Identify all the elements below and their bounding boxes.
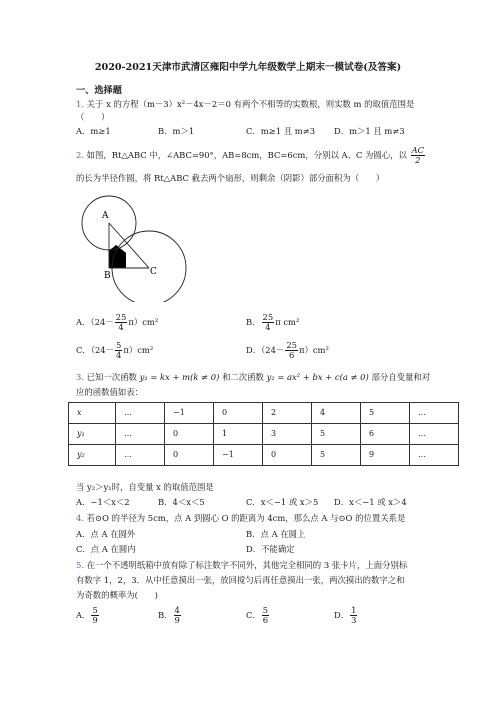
label-b: B (104, 271, 111, 281)
fraction-numerator: AC (411, 145, 425, 155)
table-cell: 4 (312, 403, 361, 424)
question-5-line-2: 有数字 1，2，3．从中任意摸出一张，放回搅匀后再任意摸出一张，两次摸出的数字之和 (76, 575, 405, 585)
option-pre: （24－ (261, 344, 285, 355)
option-pre: （24－ (90, 344, 115, 355)
option-label: C． (76, 344, 91, 355)
q4-option-a: A．点 A 在圆外 (76, 529, 136, 539)
option-label: A． (76, 316, 91, 327)
question-4-text (76, 513, 405, 523)
option-fraction (115, 341, 122, 360)
table-cell: … (116, 445, 165, 466)
label-c: C (150, 267, 157, 277)
option-label: D． (334, 609, 350, 620)
table-cell: 3 (263, 424, 312, 445)
table-cell: … (116, 424, 165, 445)
question-1-text (76, 99, 414, 109)
fraction-numerator: 25 (262, 312, 274, 322)
fraction-numerator: 5 (262, 605, 269, 615)
table-cell: −1 (214, 445, 263, 466)
table-cell: 9 (361, 445, 410, 466)
table-cell: 0 (165, 424, 214, 445)
q4-option-b: B．点 A 在圆上 (246, 529, 306, 539)
fraction-numerator: 5 (92, 605, 98, 615)
question-4-number: 4. (76, 513, 84, 523)
q4-option-c: C．点 A 在圆内 (76, 544, 136, 554)
question-2-text (76, 146, 426, 165)
option-label: C． (246, 609, 261, 620)
question-1-paren: （ ） (76, 112, 110, 122)
sector-figure (72, 190, 212, 302)
q3-option-c: C．x＜−1 或 x＞5 (246, 497, 319, 507)
table-cell: −1 (165, 403, 214, 424)
table-cell: … (410, 424, 459, 445)
q1-option-b: B．m＞1 (158, 126, 195, 136)
question-3-number: 3. (76, 372, 84, 382)
question-3-stem-d: 应的函数值如表： (76, 387, 143, 397)
option-fraction (91, 606, 98, 625)
option-post: π）cm² (123, 344, 154, 355)
option-fraction (262, 606, 269, 625)
table-cell: y₂ (69, 445, 116, 466)
q2-option-c (76, 341, 153, 360)
ac-over-2-fraction (411, 146, 425, 165)
fraction-denominator: 4 (118, 321, 124, 332)
table-cell: 5 (361, 403, 410, 424)
question-2-number: 2. (76, 149, 84, 160)
question-3-text (76, 372, 430, 382)
q4-option-d: D．不能确定 (246, 544, 295, 554)
table-cell: 5 (312, 424, 361, 445)
question-5-line-1: 在一个不透明纸箱中放有除了标注数字不同外，其他完全相同的 3 张卡片，上面分别标 (86, 560, 408, 570)
table-row (69, 403, 459, 424)
fraction-numerator: 1 (351, 605, 357, 615)
table-cell: … (410, 445, 459, 466)
fraction-numerator: 25 (286, 340, 297, 350)
fraction-denominator: 9 (92, 614, 98, 625)
table-cell: 0 (165, 445, 214, 466)
q5-option-a (76, 606, 100, 625)
question-2-stem-a: 如图，Rt△ABC 中，∠ABC=90°，AB=8cm，BC=6cm，分别以 A、C 为圆心，以 (86, 149, 407, 160)
table-row (69, 424, 459, 445)
option-post: π）cm² (298, 344, 329, 355)
option-post: π）cm² (128, 316, 159, 327)
option-label: D． (246, 344, 262, 355)
fraction-denominator: 3 (351, 614, 357, 625)
table-cell: 0 (214, 403, 263, 424)
option-fraction (174, 606, 181, 625)
quadratic-function: y₂ = ax² + bx + c(a ≠ 0) (266, 372, 369, 382)
section-heading: 一、选择题 (76, 85, 122, 96)
table-cell: … (116, 403, 165, 424)
q1-option-a: A．m≥1 (76, 126, 111, 136)
value-table (68, 402, 459, 466)
option-pre: （24－ (90, 316, 114, 327)
option-fraction (115, 313, 128, 332)
q2-option-b (246, 313, 299, 332)
question-5-text (76, 560, 407, 570)
fraction-numerator: 5 (116, 340, 122, 350)
q1-option-c: C．m≥1 且 m≠3 (246, 126, 316, 136)
q3-option-b: B．4＜x＜5 (158, 497, 205, 507)
table-cell: 1 (214, 424, 263, 445)
q3-option-d: D．x＜−1 或 x＞4 (334, 497, 407, 507)
fraction-denominator: 9 (174, 614, 180, 625)
question-1-stem: 关于 x 的方程（m－3）x²－4x－2＝0 有两个不相等的实数根，则实数 m 的取值范围是 (86, 99, 415, 109)
q5-option-b (158, 606, 182, 625)
fraction-denominator: 2 (415, 154, 421, 165)
page-title: 2020-2021天津市武清区雍阳中学九年级数学上期末一模试卷(及答案) (94, 62, 402, 73)
question-3-after: 当 y₂＞y₁时，自变量 x 的取值范围是 (76, 482, 214, 492)
question-2-stem-b: 的长为半径作圆，将 Rt△ABC 截去两个扇形，则剩余（阴影）部分面积为（ ） (76, 173, 385, 183)
option-label: B． (158, 609, 173, 620)
question-3-stem-a: 已知一次函数 (86, 372, 137, 382)
option-fraction (262, 313, 275, 332)
option-fraction (350, 606, 357, 625)
option-label: B． (246, 316, 261, 327)
fraction-numerator: 25 (115, 312, 127, 322)
q2-option-a (76, 313, 158, 332)
table-cell: 2 (263, 403, 312, 424)
question-5-number: 5. (76, 560, 84, 570)
fraction-denominator: 4 (265, 321, 271, 332)
question-3-stem-b: 和二次函数 (222, 372, 264, 382)
q2-option-d (246, 341, 329, 360)
q3-option-a: A．−1＜x＜2 (76, 497, 130, 507)
question-3-stem-c: 部分自变量和对 (371, 372, 431, 382)
fraction-denominator: 6 (288, 349, 295, 360)
table-cell: 5 (312, 445, 361, 466)
option-post: π cm² (275, 316, 300, 327)
table-cell: 0 (263, 445, 312, 466)
question-4-stem: 若⊙O 的半径为 5cm，点 A 到圆心 O 的距离为 4cm，那么点 A 与⊙O 的位置关系是 (86, 513, 406, 523)
label-a: A (102, 211, 109, 221)
table-cell: 6 (361, 424, 410, 445)
fraction-denominator: 6 (262, 614, 269, 625)
table-row (69, 445, 459, 466)
fraction-numerator: 4 (174, 605, 180, 615)
q5-option-d (334, 606, 358, 625)
option-label: A． (76, 609, 91, 620)
question-1-number: 1. (76, 99, 84, 109)
linear-function: y₁ = kx + m(k ≠ 0) (139, 372, 220, 382)
q1-option-d: D．m＞1 且 m≠3 (334, 126, 405, 136)
fraction-denominator: 4 (116, 349, 122, 360)
table-cell: x (69, 403, 116, 424)
question-5-line-3: 为奇数的概率为( ) (76, 590, 158, 600)
table-cell: … (410, 403, 459, 424)
table-cell: y₁ (69, 424, 116, 445)
q5-option-c (246, 606, 270, 625)
option-fraction (285, 341, 298, 360)
